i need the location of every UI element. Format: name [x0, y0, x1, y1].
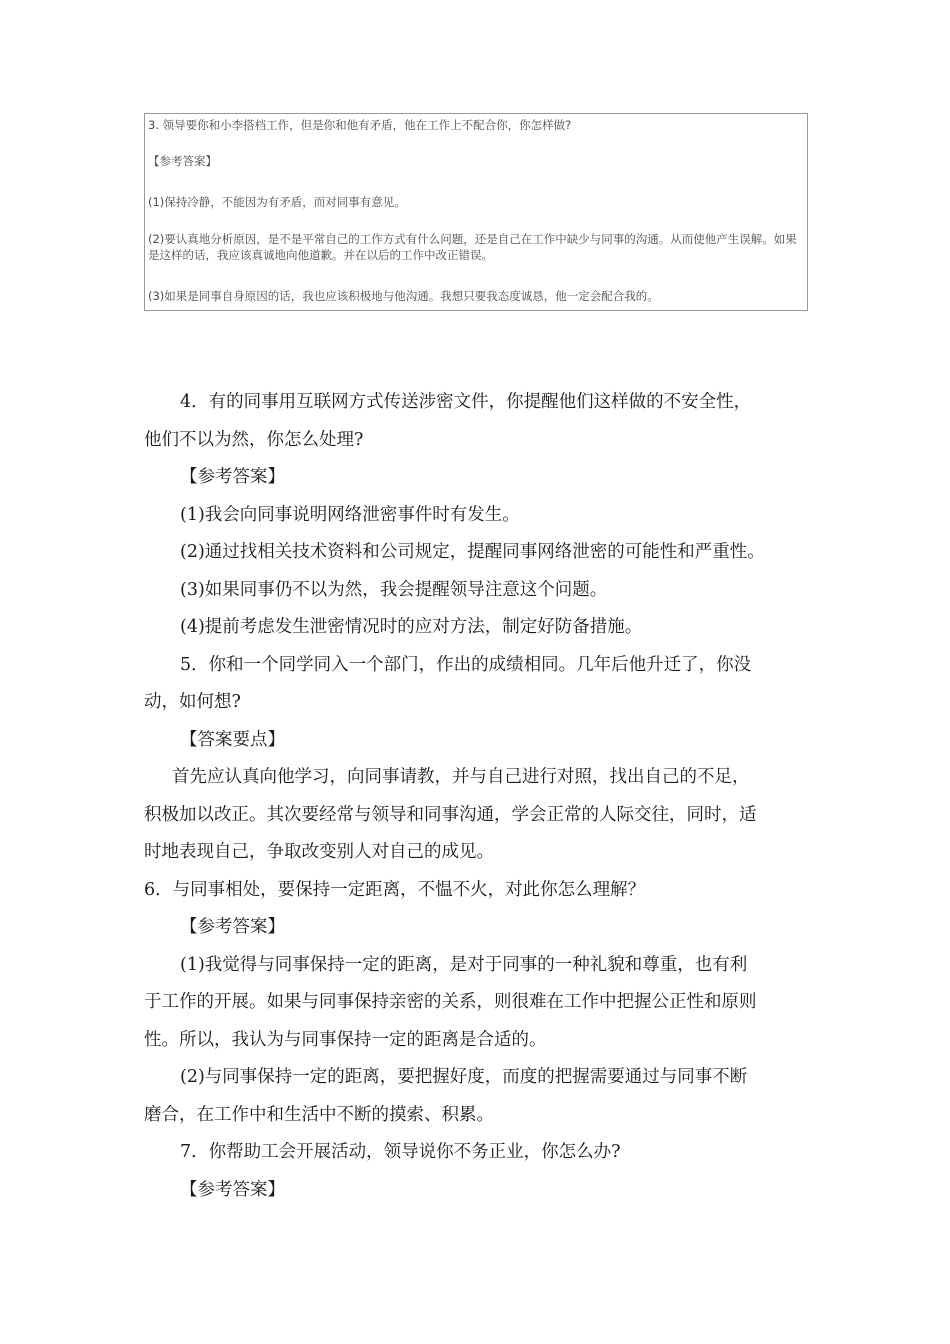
answer-item-cont: 于工作的开展。如果与同事保持亲密的关系，则很难在工作中把握公正性和原则 — [144, 992, 757, 1012]
answer-label: 【答案要点】 — [180, 729, 285, 750]
answer-label: 【参考答案】 — [180, 1179, 285, 1200]
question-5-cont: 动，如何想? — [144, 692, 241, 712]
embedded-question: 3. 领导要你和小李搭档工作，但是你和他有矛盾，他在工作上不配合你，你怎样做? — [148, 118, 572, 132]
answer-item: (4)提前考虑发生泄密情况时的应对方法，制定好防备措施。 — [180, 617, 643, 637]
answer-item-cont: 性。所以，我认为与同事保持一定的距离是合适的。 — [144, 1029, 547, 1050]
answer-item: (1)我会向同事说明网络泄密事件时有发生。 — [180, 504, 520, 525]
embedded-question-image — [144, 113, 808, 311]
answer-label: 【参考答案】 — [180, 917, 285, 937]
answer-item-cont: 磨合，在工作中和生活中不断的摸索、积累。 — [144, 1104, 494, 1125]
answer-item: (1)我觉得与同事保持一定的距离，是对于同事的一种礼貌和尊重，也有利 — [180, 954, 748, 975]
question-6: 6．与同事相处，要保持一定距离，不愠不火，对此你怎么理解？ — [144, 879, 646, 900]
answer-paragraph-cont: 时地表现自己，争取改变别人对自己的成见。 — [144, 842, 494, 862]
embedded-answer-label: 【参考答案】 — [148, 154, 217, 168]
answer-item: (3)如果同事仍不以为然，我会提醒领导注意这个问题。 — [180, 579, 608, 600]
answer-item: (2)通过找相关技术资料和公司规定，提醒同事网络泄密的可能性和严重性。 — [180, 542, 765, 562]
answer-item: (2)与同事保持一定的距离，要把握好度，而度的把握需要通过与同事不断 — [180, 1067, 748, 1087]
answer-paragraph: 首先应认真向他学习，向同事请教，并与自己进行对照，找出自己的不足， — [172, 767, 750, 787]
question-5: 5．你和一个同学同入一个部门，作出的成绩相同。几年后他升迁了，你没 — [180, 654, 752, 675]
question-4: 4．有的同事用互联网方式传送涉密文件，你提醒他们这样做的不安全性， — [180, 392, 752, 412]
question-4-cont: 他们不以为然，你怎么处理? — [144, 429, 364, 450]
embedded-answer-1: (1)保持冷静，不能因为有矛盾，而对同事有意见。 — [148, 195, 406, 209]
question-7: 7．你帮助工会开展活动，领导说你不务正业，你怎么办? — [180, 1142, 621, 1162]
document-body — [144, 384, 810, 1209]
embedded-answer-3: (3)如果是同事自身原因的话，我也应该积极地与他沟通。我想只要我态度诚恳，他一定会配合我的。 — [148, 289, 659, 303]
answer-label: 【参考答案】 — [180, 467, 285, 487]
embedded-answer-2: (2)要认真地分析原因，是不是平常自己的工作方式有什么问题，还是自己在工作中缺少与同事的沟通。从而使他产生误解。如果是这样的话，我应该真诚地向他道歉。并在以后的工作中改正错误。 — [148, 232, 797, 262]
answer-paragraph-cont: 积极加以改正。其次要经常与领导和同事沟通，学会正常的人际交往，同时，适 — [144, 804, 757, 825]
